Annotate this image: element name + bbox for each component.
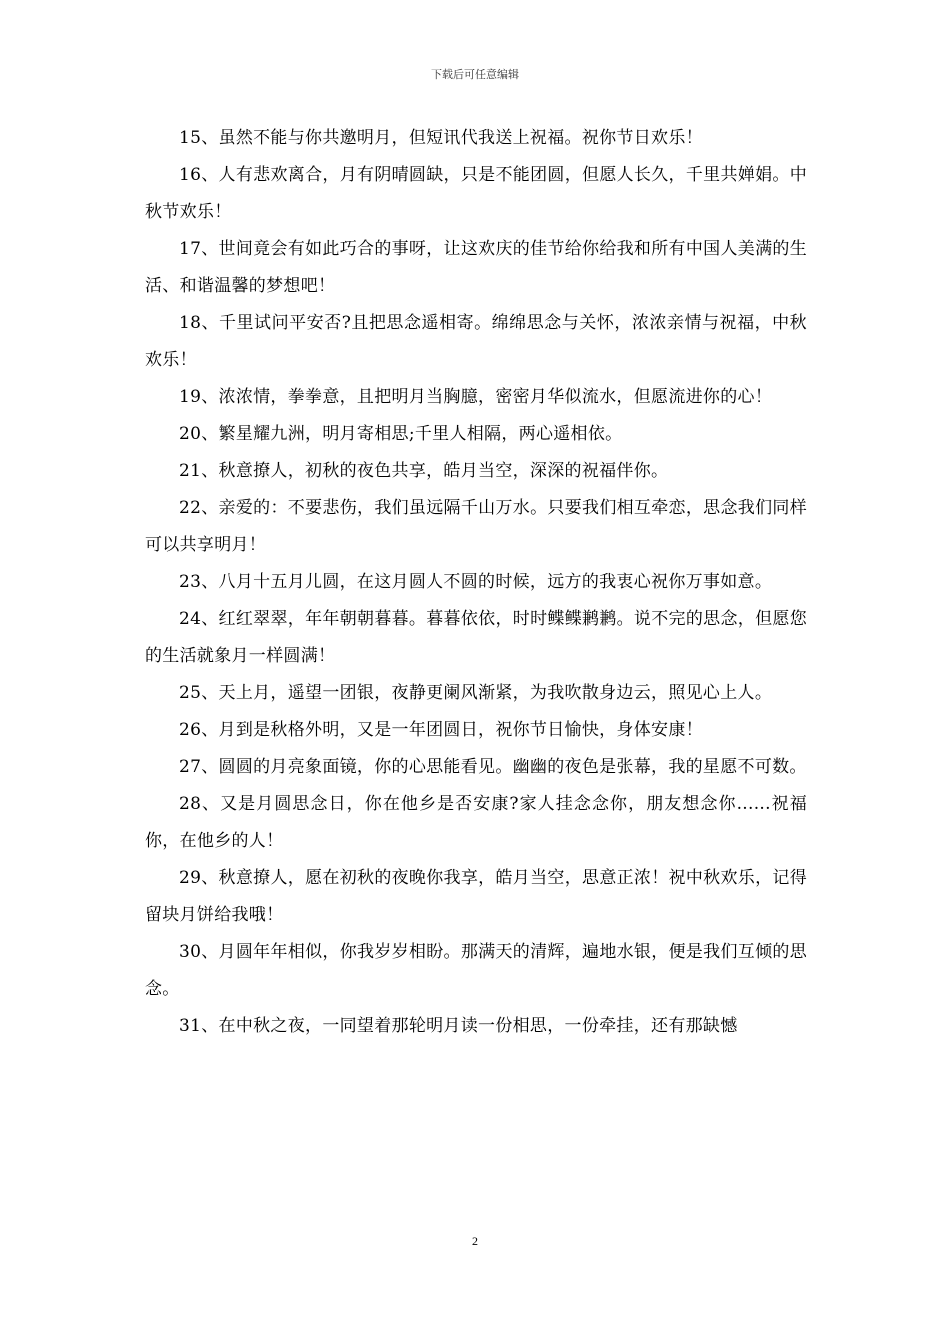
paragraph-21: 21、秋意撩人，初秋的夜色共享，皓月当空，深深的祝福伴你。 xyxy=(179,461,669,481)
page-header: 下载后可任意编辑 xyxy=(431,68,519,81)
paragraph-27: 27、圆圆的月亮象面镜，你的心思能看见。幽幽的夜色是张幕，我的星愿不可数。 xyxy=(179,757,807,777)
paragraph-22: 22、亲爱的：不要悲伤，我们虽远隔千山万水。只要我们相互牵恋，思念我们同样可以共享明月！ xyxy=(145,498,807,555)
paragraph-28: 28、又是月圆思念日，你在他乡是否安康?家人挂念念你，朋友想念你......祝福你，在他乡的人！ xyxy=(145,794,807,851)
page-number: 2 xyxy=(472,1234,478,1248)
document-body xyxy=(145,120,807,1045)
paragraph-26: 26、月到是秋格外明，又是一年团圆日，祝你节日愉快，身体安康！ xyxy=(179,720,703,740)
paragraph-19: 19、浓浓情，拳拳意，且把明月当胸臆，密密月华似流水，但愿流进你的心！ xyxy=(179,387,773,407)
paragraph-31: 31、在中秋之夜，一同望着那轮明月读一份相思，一份牵挂，还有那缺憾 xyxy=(179,1016,738,1036)
paragraph-17: 17、世间竟会有如此巧合的事呀，让这欢庆的佳节给你给我和所有中国人美满的生活、和谐温馨的梦想吧！ xyxy=(145,239,807,296)
paragraph-16: 16、人有悲欢离合，月有阴晴圆缺，只是不能团圆，但愿人长久，千里共婵娟。中秋节欢乐！ xyxy=(145,165,807,222)
paragraph-25: 25、天上月，遥望一团银，夜静更阑风渐紧，为我吹散身边云，照见心上人。 xyxy=(179,683,773,703)
paragraph-29: 29、秋意撩人，愿在初秋的夜晚你我享，皓月当空，思意正浓！祝中秋欢乐，记得留块月饼给我哦！ xyxy=(145,868,807,925)
paragraph-23: 23、八月十五月儿圆，在这月圆人不圆的时候，远方的我衷心祝你万事如意。 xyxy=(179,572,773,592)
paragraph-24: 24、红红翠翠，年年朝朝暮暮。暮暮依依，时时鲽鲽鹣鹣。说不完的思念，但愿您的生活就象月一样圆满！ xyxy=(145,609,807,666)
paragraph-20: 20、繁星耀九洲，明月寄相思;千里人相隔，两心遥相依。 xyxy=(179,424,623,444)
paragraph-15: 15、虽然不能与你共邀明月，但短讯代我送上祝福。祝你节日欢乐！ xyxy=(179,128,703,148)
paragraph-30: 30、月圆年年相似，你我岁岁相盼。那满天的清辉，遍地水银，便是我们互倾的思念。 xyxy=(145,942,807,999)
paragraph-18: 18、千里试问平安否?且把思念遥相寄。绵绵思念与关怀，浓浓亲情与祝福，中秋欢乐！ xyxy=(145,313,807,370)
